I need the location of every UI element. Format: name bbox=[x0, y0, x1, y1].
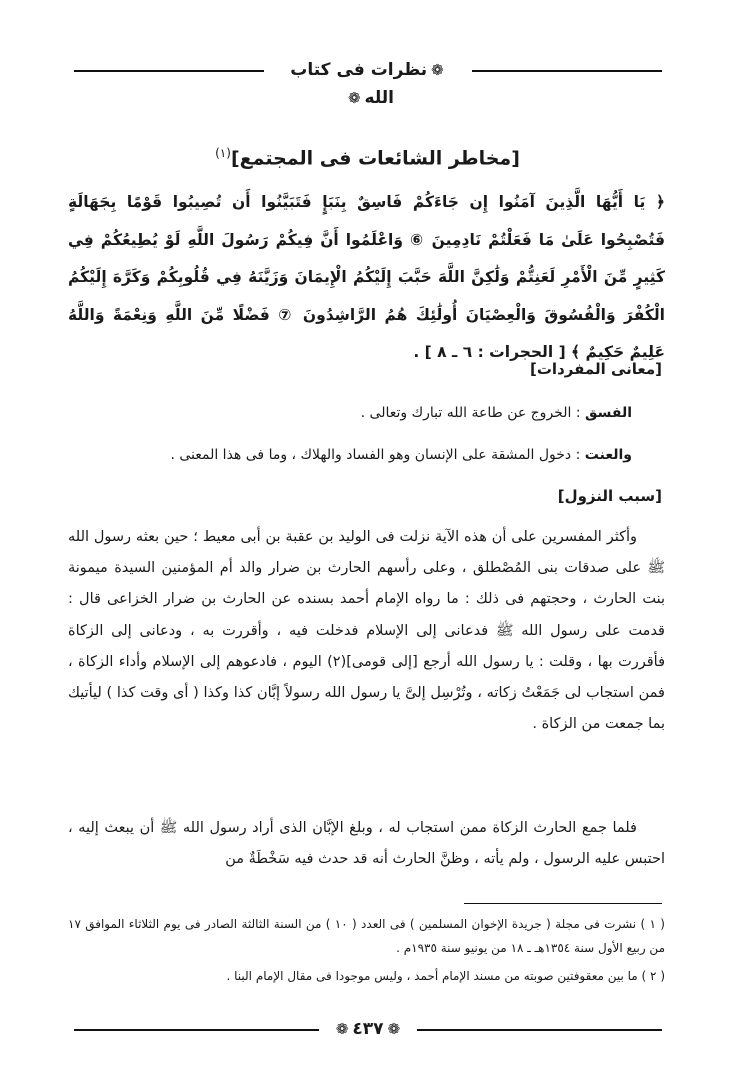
footnote: ( ١ ) نشرت فى مجلة ( جريدة الإخوان المسلمين ) فى العدد ( ١٠ ) من السنة الثالثة الصادر فى يوم الثلاثاء الموافق ١٧ من ربيع الأول سنة ١٣٥٤هـ ـ ١٨ من يونيو سنة ١٩٣٥م . bbox=[68, 917, 665, 955]
footnote: ( ٢ ) ما بين معقوفتين صوبته من مسند الإمام أحمد ، وليس موجودا فى مقال الإمام البنا . bbox=[226, 969, 665, 983]
vocab-item bbox=[72, 442, 662, 468]
article-title-text: [مخاطر الشائعات فى المجتمع] bbox=[230, 147, 520, 170]
flower-ornament-icon: ❁ bbox=[347, 89, 361, 107]
header-rule-right bbox=[472, 70, 662, 72]
footer-rule-right bbox=[417, 1029, 662, 1031]
vocab-sep: : bbox=[571, 405, 585, 421]
quran-verse: ﴿ يَا أَيُّهَا الَّذِينَ آمَنُوا إِن جَاءَكُمْ فَاسِقٌ بِنَبَإٍ فَتَبَيَّنُوا أَن تُصِيبُوا قَوْمًا بِجَهَالَةٍ فَتُصْبِحُوا عَلَىٰ مَا فَعَلْتُمْ نَادِمِينَ ⑥ وَاعْلَمُوا أَنَّ فِيكُمْ رَسُولَ اللَّهِ لَوْ يُطِيعُكُمْ فِي كَثِيرٍ مِّنَ الْأَمْرِ لَعَنِتُّمْ وَلَٰكِنَّ اللَّهَ حَبَّبَ إِلَيْكُمُ الْإِيمَانَ وَزَيَّنَهُ فِي قُلُوبِكُمْ وَكَرَّهَ إِلَيْكُمُ الْكُفْرَ وَالْفُسُوقَ وَالْعِصْيَانَ أُولَٰئِكَ هُمُ الرَّاشِدُونَ ⑦ فَضْلًا مِّنَ اللَّهِ وَنِعْمَةً وَاللَّهُ عَلِيمٌ حَكِيمٌ ﴾ [ الحجرات : ٦ ـ ٨ ] . bbox=[68, 193, 665, 361]
cause-heading: [سبب النزول] bbox=[557, 487, 662, 505]
flower-ornament-icon: ❁ bbox=[387, 1020, 401, 1038]
page-footer bbox=[74, 1015, 662, 1045]
header-rule-left bbox=[74, 70, 264, 72]
vocab-meaning: الخروج عن طاعة الله تبارك وتعالى . bbox=[360, 405, 572, 421]
vocab-item bbox=[72, 400, 662, 426]
vocab-sep: : bbox=[571, 447, 585, 463]
article-title bbox=[70, 138, 665, 173]
running-title-text: نظرات فى كتاب الله bbox=[290, 60, 428, 108]
running-header bbox=[74, 56, 662, 108]
footnotes bbox=[68, 912, 665, 988]
body-paragraph: وأكثر المفسرين على أن هذه الآية نزلت فى الوليد بن عقبة بن أبى معيط ؛ حين بعثه رسول الله ﷺ على صدقات بنى المُصْطلق ، وعلى رأسهم الحارث بن ضرار والد أم المؤمنين السيدة ميمونة بنت الحارث ، وحجتهم فى ذلك : ما رواه الإمام أحمد بسنده عن الحارث بن ضرار الخزاعى قال : قدمت على رسول الله ﷺ فدعانى إلى الإسلام فدخلت فيه ، وأقررت به ، ودعانى إلى الزكاة فأقررت بها ، وقلت : يا رسول الله أرجع [إلى قومى](٢) اليوم ، فادعوهم إلى الإسلام وأداء الزكاة ، فمن استجاب لى جَمَعْتُ زكاته ، وتُرْسِل إلىَّ يا رسول الله رسولاً إبَّان كذا وكذا ( أى وقت كذا ) ليأتيك بما جمعت من الزكاة . bbox=[68, 529, 666, 733]
vocab-meaning: دخول المشقة على الإنسان وهو الفساد والهلاك ، وما فى هذا المعنى . bbox=[170, 447, 572, 463]
flower-ornament-icon: ❁ bbox=[335, 1020, 349, 1038]
footer-rule-left bbox=[74, 1029, 319, 1031]
vocab-term: الفسق bbox=[585, 405, 632, 421]
footnote-separator bbox=[464, 903, 662, 904]
vocab-heading: [معانى المفردات] bbox=[530, 360, 662, 378]
title-footnote-ref: (١) bbox=[215, 146, 231, 160]
page-number-text: ٤٣٧ bbox=[352, 1019, 384, 1039]
body-paragraph: فلما جمع الحارث الزكاة ممن استجاب له ، وبلغ الإبَّان الذى أراد رسول الله ﷺ أن يبعث إليه ، احتبس عليه الرسول ، ولم يأته ، وظنَّ الحارث أنه قد حدث فيه سَخْطَةٌ من bbox=[68, 820, 665, 868]
flower-ornament-icon: ❁ bbox=[431, 61, 444, 79]
page-number bbox=[324, 1015, 412, 1043]
vocab-term: والعنت bbox=[584, 447, 632, 463]
running-title bbox=[274, 56, 464, 112]
